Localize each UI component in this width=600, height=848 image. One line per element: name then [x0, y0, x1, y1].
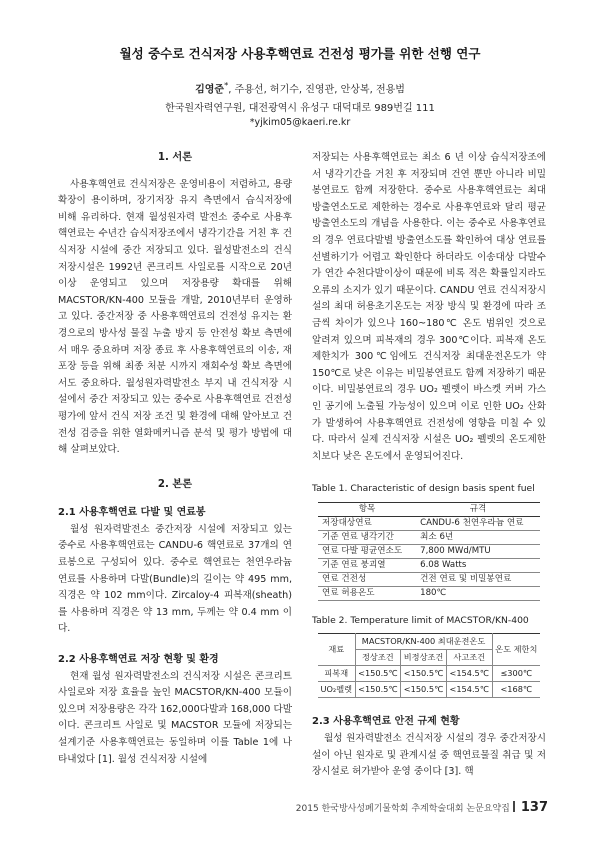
table-row — [318, 558, 540, 572]
subsection-2-1-heading: 2.1 사용후핵연료 다발 및 연료봉 — [58, 507, 206, 519]
table-cell: <150.5℃ — [355, 666, 401, 682]
table-cell: 기준 연료 붕괴열 — [318, 558, 416, 572]
section-main-heading: 2. 본론 — [157, 478, 193, 490]
table2 — [318, 633, 540, 698]
table-cell: 연료 허용온도 — [318, 586, 416, 600]
table-cell: <154.5℃ — [446, 666, 492, 682]
subsection-2-2-paragraph: 현재 월성 원자력발전소의 건식저장 시설은 콘크리트 사일로와 저장 효율을 높인 MACSTOR/KN-400 모듈이 있으며 저장용량은 각각 162,000다발과 168,000 다발이다. 콘크리트 사일로 및 MACSTOR 모듈에 저장되는 설계기준 사용후핵연료는 동일하며 이를 Table 1에 나타내었다 [1]. 월성 건식저장 시설에 — [58, 670, 292, 765]
table-cell: <150.5℃ — [401, 666, 447, 682]
table-cell: 연료 다발 평균연소도 — [318, 544, 416, 558]
table2-header-group: MACSTOR/KN-400 최대운전온도 — [355, 634, 492, 650]
subsection-2-1-paragraph: 월성 원자력발전소 중간저장 시설에 저장되고 있는 중수로 사용후핵연료는 CANDU-6 핵연료로 37개의 연료봉으로 구성되어 있다. 중수로 핵연료는 천연우라늄 연료를 사용하며 다발(Bundle)의 길이는 약 495 mm, 직경은 약 102 mm이다. Zircaloy-4 피복재(sheath)를 사용하며 직경은 약 13 mm, 두께는 약 0.4 mm 이다. — [58, 523, 292, 635]
author-line — [0, 80, 600, 95]
left-column — [58, 150, 292, 768]
table-cell: 저장대상연료 — [318, 516, 416, 530]
table-row — [318, 544, 540, 558]
table-cell: <150.5℃ — [355, 682, 401, 698]
table1-caption: Table 1. Characteristic of design basis spent fuel — [312, 483, 535, 495]
footer-text: 2015 한국방사성폐기물학회 추계학술대회 논문요약집 — [295, 804, 510, 814]
table1-header-spec: 규격 — [416, 502, 540, 516]
table2-subheader: 정상조건 — [355, 650, 401, 666]
table-cell: UO₂펠렛 — [318, 682, 355, 698]
table-cell: <168℃ — [492, 682, 540, 698]
table2-header-limit: 온도 제한치 — [492, 634, 540, 666]
table-row — [318, 586, 540, 600]
page-number: 137 — [520, 800, 548, 815]
subsection-2-3-heading: 2.3 사용후핵연료 안전 규제 현황 — [312, 716, 460, 728]
table1 — [318, 502, 540, 601]
table-row — [318, 682, 540, 698]
table-cell: 6.08 Watts — [416, 558, 540, 572]
table-cell: CANDU-6 천연우라늄 연료 — [416, 516, 540, 530]
table-row — [318, 666, 540, 682]
storage-paragraph: 저장되는 사용후핵연료는 최소 6 년 이상 습식저장조에서 냉각기간을 거친 후 저장되며 건연 뿐만 아니라 비밀봉연료도 함께 저장한다. 중수로 사용후핵연료는 최대 방출연소도로 제한하는 경수로 사용후연료와 달리 평균 방출연소도의 개념을 사용한다. 이는 중수로 사용후연료의 경우 연료다발별 방출연소도를 확인하여 대상 연료를 선별하기가 어렵고 확인한다 하더라도 이송대상 다발수가 연간 수천다발이상이 때문에 비록 적은 확률일지라도 오류의 소지가 있기 때문이다. CANDU 연료 건식저장시설의 최대 허용초기온도는 저장 방식 및 환경에 따라 조금씩 차이가 있으나 160~180℃ 온도 범위인 것으로 알려져 있으며 피복재의 경우 300℃이다. 피복재 온도 제한치가 300℃임에도 건식저장 최대운전온도가 약 150℃로 낮은 이유는 비밀봉연료도 함께 저장하기 때문이다. 비밀봉연료의 경우 UO₂ 펠렛이 바스켓 커버 가스인 공기에 노출될 가능성이 있으며 이로 인한 UO₂ 산화가 발생하여 사용후핵연료 건전성에 영향을 미칠 수 있다. 따라서 실제 건식저장 시설은 UO₂ 펠렛의 온도제한치보다 낮은 온도에서 운영되어진다. — [312, 152, 546, 462]
corresponding-mark: * — [224, 80, 229, 90]
table-cell: <150.5℃ — [401, 682, 447, 698]
table-cell: 피복재 — [318, 666, 355, 682]
page-footer — [296, 800, 548, 815]
lead-author: 김영준 — [195, 84, 225, 96]
table-cell: ≤300℃ — [492, 666, 540, 682]
table-row — [318, 516, 540, 530]
paper-title: 월성 중수로 건식저장 사용후핵연료 건전성 평가를 위한 선행 연구 — [119, 46, 481, 61]
table-cell: 최소 6년 — [416, 530, 540, 544]
table-cell: 연료 건전성 — [318, 572, 416, 586]
table-cell: <154.5℃ — [446, 682, 492, 698]
subsection-2-2-heading: 2.2 사용후핵연료 저장 현황 및 환경 — [58, 654, 219, 666]
intro-paragraph: 사용후핵연료 건식저장은 운영비용이 저렴하고, 용량확장이 용이하며, 장기저장 유지 측면에서 습식저장에 비해 유리하다. 현재 월성원자력 발전소 중수로 사용후핵연료는 수년간 습식저장조에서 냉각기간을 거친 후 건식저장 시설에 중간 저장되고 있다. 월성발전소의 건식저장시설은 1992년 콘크리트 사일로를 시작으로 20년 이상 운영되고 있으며 저장용량 확대를 위해 MACSTOR/KN-400 모듈을 개발, 2010년부터 운영하고 있다. 중간저장 중 사용후핵연료의 건전성 유지는 환경으로의 방사성 물질 누출 방지 등 안전성 확보 측면에서 매우 중요하며 저장 종료 후 사용후핵연료의 이송, 재포장 등을 위해 최종 처분 시까지 재회수성 확보 측면에서도 중요하다. 월성원자력발전소 부지 내 건식저장 시설에서 중간 저장되고 있는 중수로 사용후핵연료 건전성 평가에 앞서 건식 저장 조건 및 환경에 대해 알아보고 건전성 검증을 위한 열화메커니즘 분석 및 평가 방법에 대해 살펴보았다. — [58, 178, 292, 456]
right-column — [312, 150, 546, 781]
table2-subheader: 사고조건 — [446, 650, 492, 666]
section-introduction-heading: 1. 서론 — [157, 152, 193, 163]
table-cell: 7,800 MWd/MTU — [416, 544, 540, 558]
table1-header-item: 항목 — [318, 502, 416, 516]
subsection-2-3-paragraph: 월성 원자력발전소 건식저장 시설의 경우 중간저장시설이 아닌 원자로 및 관계시설 중 핵연료물질 취급 및 저장시설로 허가받아 운영 중이다 [3]. 핵 — [312, 733, 546, 778]
table2-subheader: 비정상조건 — [401, 650, 447, 666]
table-row — [318, 530, 540, 544]
table-cell: 기준 연료 냉각기간 — [318, 530, 416, 544]
table-row — [318, 572, 540, 586]
affiliation: 한국원자력연구원, 대전광역시 유성구 대덕대로 989번길 111 — [165, 103, 435, 114]
email[interactable]: *yjkim05@kaeri.re.kr — [249, 117, 351, 128]
table2-caption: Table 2. Temperature limit of MACSTOR/KN-400 — [312, 614, 529, 626]
footer-divider — [513, 801, 515, 812]
table-cell: 건전 연료 및 비밀봉연료 — [416, 572, 540, 586]
table-cell: 180℃ — [416, 586, 540, 600]
co-authors: , 주용선, 허기수, 진영관, 안상복, 전용범 — [228, 84, 405, 96]
table2-header-material: 재료 — [318, 634, 355, 666]
